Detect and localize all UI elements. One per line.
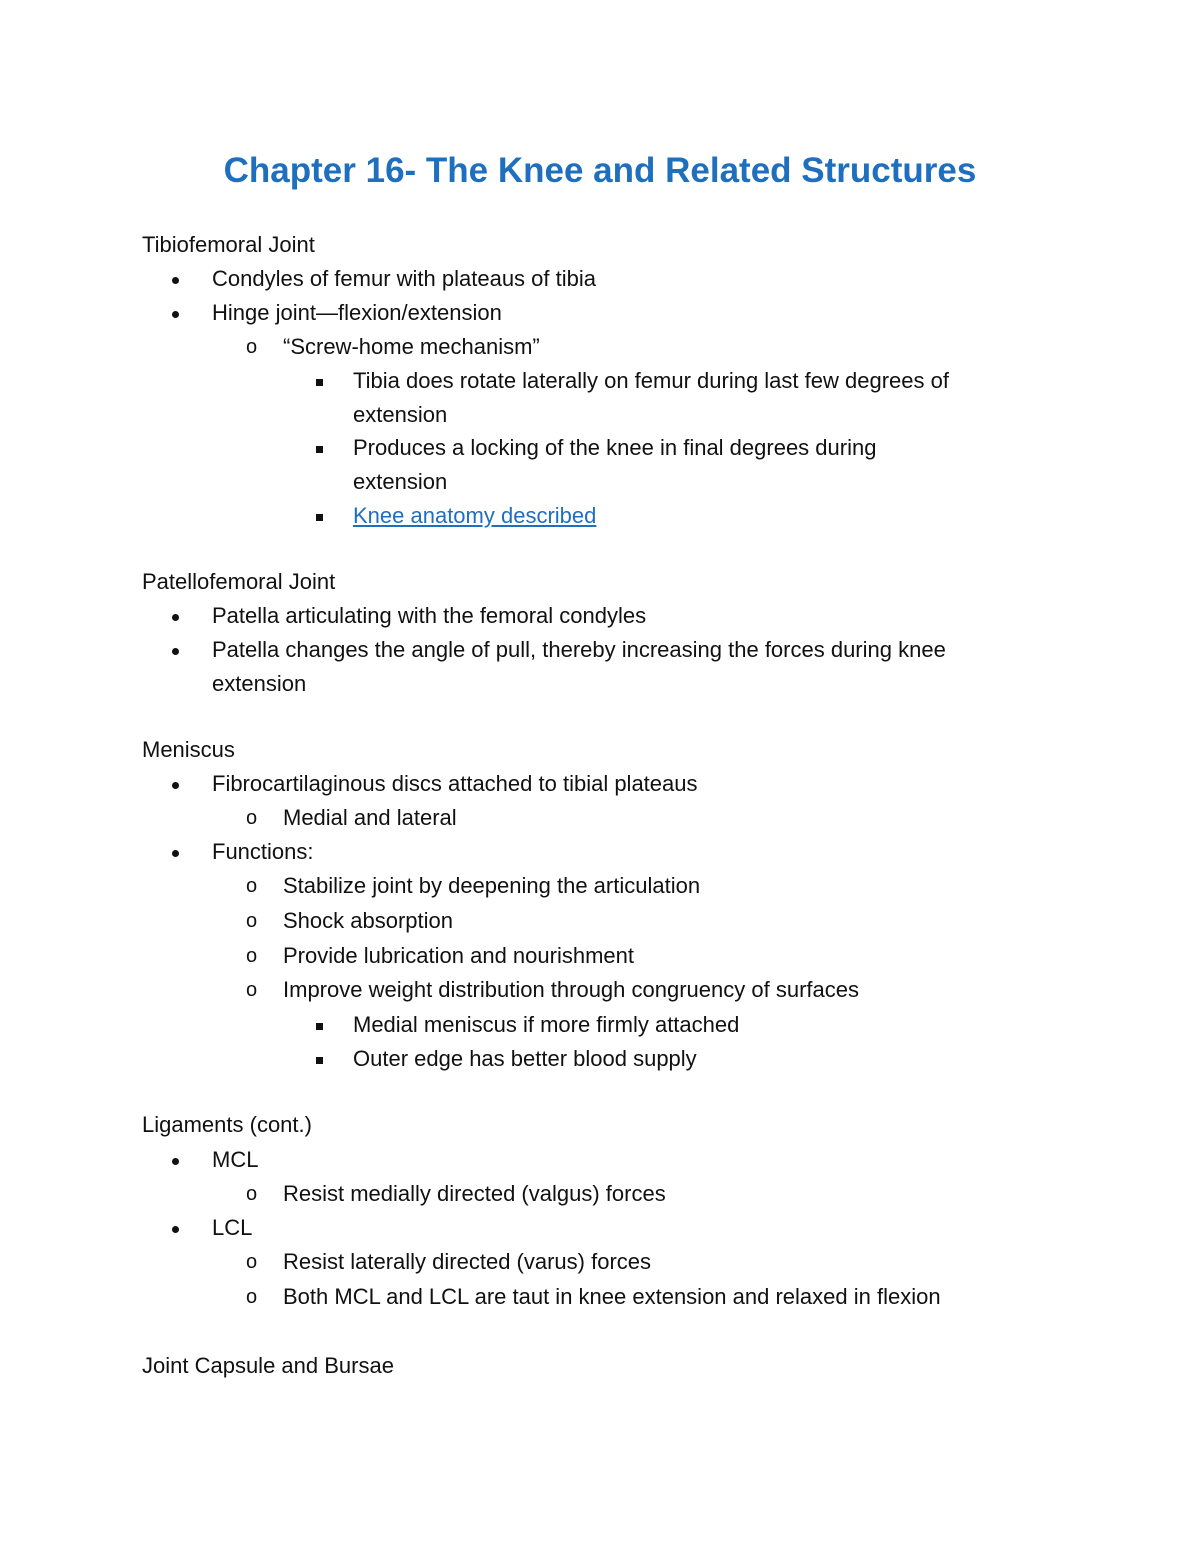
list-item: Fibrocartilaginous discs attached to tibial plateaus: [212, 771, 698, 796]
bullet-circle-icon: o: [246, 1183, 258, 1205]
bullet-circle-icon: o: [246, 979, 258, 1001]
bullet-square-icon: [316, 431, 323, 465]
knee-anatomy-link[interactable]: Knee anatomy described: [353, 503, 597, 528]
list-item: Patella articulating with the femoral condyles: [212, 603, 647, 628]
list-item: Resist laterally directed (varus) forces: [283, 1249, 652, 1274]
list-item: Patella changes the angle of pull, thereby increasing the forces during knee: [212, 637, 946, 662]
list-item: Stabilize joint by deepening the articulation: [283, 873, 701, 898]
list-item: LCL: [212, 1215, 253, 1240]
list-item: “Screw-home mechanism”: [283, 334, 540, 359]
bullet-circle-icon: o: [246, 910, 258, 932]
list-item: Medial meniscus if more firmly attached: [353, 1012, 740, 1037]
bullet-square-icon: [316, 364, 323, 398]
bullet-dot-icon: [172, 767, 179, 801]
bullet-dot-icon: [172, 599, 179, 633]
list-item: Hinge joint—flexion/extension: [212, 300, 502, 325]
bullet-dot-icon: [172, 1143, 179, 1177]
bullet-circle-icon: o: [246, 945, 258, 967]
bullet-square-icon: [316, 1042, 323, 1076]
bullet-dot-icon: [172, 262, 179, 296]
bullet-circle-icon: o: [246, 875, 258, 897]
list-item: Resist medially directed (valgus) forces: [283, 1181, 666, 1206]
bullet-dot-icon: [172, 633, 179, 667]
bullet-dot-icon: [172, 1211, 179, 1245]
list-item: Provide lubrication and nourishment: [283, 943, 634, 968]
list-item: MCL: [212, 1147, 259, 1172]
list-item: Condyles of femur with plateaus of tibia: [212, 266, 596, 291]
list-item-continuation: extension: [353, 402, 448, 427]
bullet-circle-icon: o: [246, 336, 258, 358]
list-item: Improve weight distribution through congruency of surfaces: [283, 977, 859, 1002]
bullet-square-icon: [316, 499, 323, 533]
list-item: Shock absorption: [283, 908, 453, 933]
section-heading-meniscus: Meniscus: [142, 737, 235, 762]
section-heading-ligaments: Ligaments (cont.): [142, 1112, 312, 1137]
bullet-circle-icon: o: [246, 1286, 258, 1308]
bullet-dot-icon: [172, 835, 179, 869]
section-heading-joint-capsule: Joint Capsule and Bursae: [142, 1353, 394, 1378]
list-item: Produces a locking of the knee in final degrees during: [353, 435, 877, 460]
bullet-circle-icon: o: [246, 1251, 258, 1273]
list-item-continuation: extension: [212, 671, 307, 696]
list-item: Both MCL and LCL are taut in knee extension and relaxed in flexion: [283, 1284, 941, 1309]
bullet-circle-icon: o: [246, 807, 258, 829]
bullet-square-icon: [316, 1008, 323, 1042]
list-item: Tibia does rotate laterally on femur during last few degrees of: [353, 368, 949, 393]
page-title: Chapter 16- The Knee and Related Structures: [223, 151, 977, 190]
bullet-dot-icon: [172, 296, 179, 330]
section-heading-tibiofemoral: Tibiofemoral Joint: [142, 232, 315, 257]
list-item: Functions:: [212, 839, 314, 864]
list-item-continuation: extension: [353, 469, 448, 494]
list-item: Outer edge has better blood supply: [353, 1046, 697, 1071]
list-item: Medial and lateral: [283, 805, 457, 830]
section-heading-patellofemoral: Patellofemoral Joint: [142, 569, 336, 594]
